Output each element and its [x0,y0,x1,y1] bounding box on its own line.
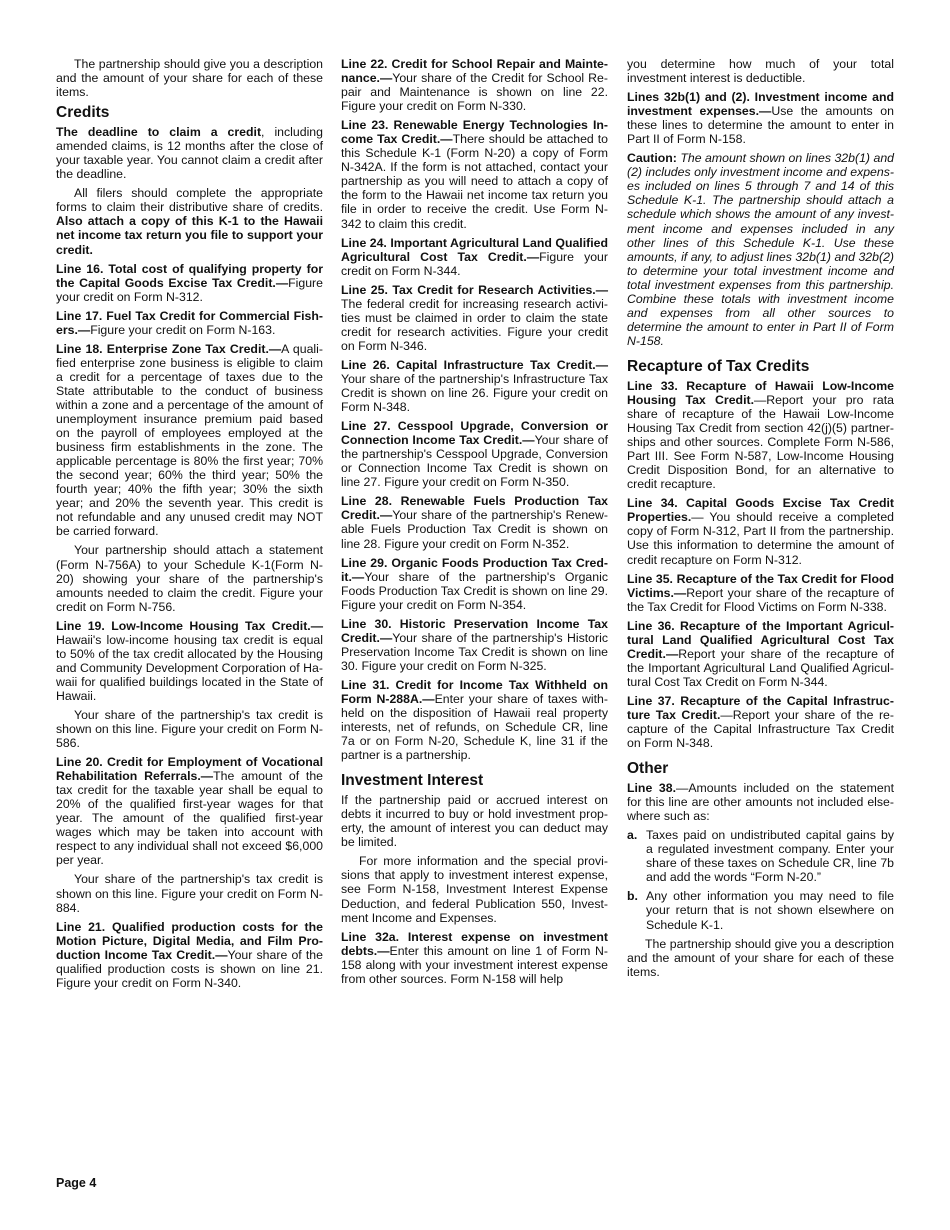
line-31-paragraph [341,678,608,762]
caution-label: Caution: [627,151,677,166]
column-1 [56,57,323,995]
line-29-title: Line 29. Organic Foods Production Tax Credit.— [341,555,608,584]
line-28-title: Line 28. Renewable Fuels Production Tax Credit.— [341,494,608,523]
line-21-paragraph [56,920,323,990]
column-2 [341,57,608,991]
investment-interest-heading: Investment Interest [341,772,484,790]
line-24-text: Figure your credit on Form N-344. [341,249,608,278]
line-33-title: Line 33. Recapture of Hawaii Low-Income Housing Tax Credit. [627,378,894,407]
recapture-heading: Recapture of Tax Credits [627,357,810,375]
line-33-paragraph [627,379,894,491]
line-32a-paragraph [341,930,608,986]
line-23-paragraph [341,118,608,230]
line-23-text: There should be attached to this Schedule K-1 (Form N-20) a copy of Form N-342A. If the form is not attached, contact your partnership as you will need to attach a copy of the form to the Hawaii net income tax return you file in order to receive the credit. Use Form N-342 to claim this credit. [341,132,608,231]
line-32b-title: Lines 32b(1) and (2). Investment income and investment expenses.— [627,90,894,119]
list-marker-b: b. [627,889,638,904]
caution-paragraph [627,151,894,348]
line-19-paragraph [56,619,323,703]
line-34-paragraph [627,496,894,566]
line-27-title: Line 27. Cesspool Upgrade, Conversion or Connection Income Tax Credit.— [341,419,608,448]
line-22-text: Your share of the Credit for School Repair and Maintenance is shown on line 22. Figure your credit on Form N-330. [341,71,608,114]
line-32a-title: Line 32a. Interest expense on investment debts.— [341,929,608,958]
line-27-text: Your share of the partnership's Cesspool Upgrade, Conversion or Connection Income Tax Credit is shown on line 27. Figure your credit on Form N-350. [341,433,608,490]
line-29-text: Your share of the partnership's Organic Foods Production Tax Credit is shown on line 29. Figure your credit on Form N-354. [341,569,608,612]
line-30-paragraph [341,617,608,673]
line-36-paragraph [627,619,894,689]
deadline-text: , including amended claims, is 12 months after the close of your taxable year. You cannot claim a credit after the deadline. [56,125,323,182]
page-number: Page 4 [56,1176,97,1190]
deadline-bold: The deadline to claim a credit [56,125,262,140]
line-17-title: Line 17. Fuel Tax Credit for Commercial Fishers.— [56,308,323,337]
list-item-b-text: Any other information you may need to file your return that is not shown elsewhere on Schedule K-1. [646,889,894,932]
list-item-a-text: Taxes paid on undistributed capital gains by a regulated investment company. Enter your share of these taxes on Schedule CR, line 7b and add the words “Form N-20.” [646,828,894,885]
list-item-b [627,889,894,931]
intro-paragraph: The partnership should give you a description and the amount of your share for each of these items. [56,57,323,100]
line-38-paragraph [627,781,894,823]
line-31-title: Line 31. Credit for Income Tax Withheld on Form N-288A.— [341,677,608,706]
all-filers-bold: Also attach a copy of this K-1 to the Hawaii net income tax return you file to support your credit. [56,214,323,257]
line-26-text: Your share of the partnership's Infrastructure Tax Credit is shown on line 26. Figure your credit on Form N-348. [341,371,608,415]
line-19-title: Line 19. Low-Income Housing Tax Credit.— [56,618,323,633]
credits-heading: Credits [56,104,110,122]
all-filers-paragraph [56,186,323,256]
line-38-title: Line 38. [627,781,677,796]
other-heading: Other [627,760,669,778]
line-24-paragraph [341,236,608,278]
line-35-text: Report your share of the recapture of the Tax Credit for Flood Victims on Form N-338. [627,585,894,614]
line-37-paragraph [627,694,894,750]
line-20-paragraph-2: Your share of the partnership's tax credit is shown on this line. Figure your credit on Form N-884. [56,872,323,915]
line-18-title: Line 18. Enterprise Zone Tax Credit.— [56,341,282,356]
line-29-paragraph [341,556,608,612]
closing-paragraph: The partnership should give you a description and the amount of your share for each of these items. [627,936,894,979]
line-35-paragraph [627,572,894,614]
line-33-text: —Report your pro rata share of recapture of the Hawaii Low-Income Housing Tax Credit from section 42(j)(5) partnerships and other sources. Complete Form N-586, Part III. See Form N-587, Low-Income Housing Credit Disposition Bond, for an alternative to credit recapture. [627,392,894,492]
line-37-text: —Report your share of the recapture of the Capital Infrastructure Tax Credit on Form N-348. [627,707,894,751]
line-18-paragraph-2: Your partnership should attach a statement (Form N-756A) to your Schedule K-1(Form N-20) showing your share of the partnership's amounts needed to claim the credit. Figure your credit on Form N-756. [56,543,323,614]
line-22-title: Line 22. Credit for School Repair and Maintenance.— [341,57,608,86]
line-28-paragraph [341,494,608,550]
column-3 [627,57,894,984]
line-28-text: Your share of the partnership's Renewable Fuels Production Tax Credit is shown on line 28. Figure your credit on Form N-352. [341,508,608,551]
line-32a-text: Enter this amount on line 1 of Form N-158 along with your investment interest expense from other sources. Form N-158 will help [341,943,608,986]
line-30-title: Line 30. Historic Preservation Income Tax Credit.— [341,616,608,645]
line-26-title: Line 26. Capital Infrastructure Tax Credit.— [341,357,608,372]
investment-paragraph-2: For more information and the special provisions that apply to investment interest expense, see Form N-158, Investment Interest Expense Deduction, and federal Publication 550, Investment Income and Expenses. [341,854,608,925]
line-16-text: Figure your credit on Form N-312. [56,275,323,304]
line-16-title: Line 16. Total cost of qualifying property for the Capital Goods Excise Tax Credit.— [56,261,323,290]
line-26-paragraph [341,358,608,414]
line-34-title: Line 34. Capital Goods Excise Tax Credit Properties. [627,496,894,525]
line-32b-text: Use the amounts on these lines to determine the amount to enter in Part II of Form N-158. [627,104,894,147]
list-item-a [627,828,894,884]
line-30-text: Your share of the partnership's Historic Preservation Income Tax Credit is shown on line 30. Figure your credit on Form N-325. [341,630,608,673]
line-36-title: Line 36. Recapture of the Important Agricultural Land Qualified Agricultural Cost Tax Credit.— [627,618,894,661]
line-24-title: Line 24. Important Agricultural Land Qualified Agricultural Cost Tax Credit.— [341,235,608,264]
line-19-text: Hawaii's low-income housing tax credit is equal to 50% of the tax credit allocated by the Housing and Community Development Corporation of Hawaii for qualified buildings located in the State of Hawaii. [56,632,323,703]
line-20-text: The amount of the tax credit for the taxable year shall be equal to 20% of the qualified first-year wages for that year. The amount of the qualified first-year wages which may be taken into account with respect to any individual shall not exceed $6,000 per year. [56,769,323,868]
line-20-title: Line 20. Credit for Employment of Vocational Rehabilitation Referrals.— [56,755,323,784]
line-23-title: Line 23. Renewable Energy Technologies Income Tax Credit.— [341,118,608,147]
line-17-text: Figure your credit on Form N-163. [90,322,276,337]
line-34-text: — You should receive a completed copy of Form N-312, Part II from the partnership. Use this information to determine the amount of credit recapture on Form N-312. [627,510,894,567]
investment-paragraph-1: If the partnership paid or accrued interest on debts it incurred to buy or hold investment property, the amount of interest you can deduct may be limited. [341,793,608,850]
line-16-paragraph [56,262,323,304]
line-18-paragraph [56,342,323,539]
line-35-title: Line 35. Recapture of the Tax Credit for Flood Victims.— [627,571,894,600]
line-27-paragraph [341,419,608,489]
line-32a-continuation: you determine how much of your total investment interest is deductible. [627,57,894,86]
line-38-text: —Amounts included on the statement for this line are other amounts not included elsewhere such as: [627,781,894,824]
line-21-title: Line 21. Qualified production costs for the Motion Picture, Digital Media, and Film Production Income Tax Credit.— [56,919,323,962]
deadline-paragraph [56,125,323,181]
caution-text: The amount shown on lines 32b(1) and (2) includes only investment income and expenses included on lines 5 through 7 and 14 of this Schedule K-1. The partnership should attach a schedule which shows the amount of any investment income and expenses included in any other lines of this Schedule K-1. Use these amounts, if any, to adjust lines 32b(1) and 32b(2) to determine your total investment income and total investment expenses from this partnership. Combine these totals with investment income and expenses from all other sources to determine the amount to enter in Part II of Form N-158. [627,151,895,348]
line-32b-paragraph [627,90,894,146]
line-37-title: Line 37. Recapture of the Capital Infrastructure Tax Credit. [627,693,894,722]
list-marker-a: a. [627,828,638,843]
line-20-paragraph [56,755,323,867]
line-31-text: Enter your share of taxes withheld on the disposition of Hawaii real property interests, net of refunds, on Schedule CR, line 7a or on Form N-20, Schedule K, line 31 if the partner is a partnership. [341,691,608,763]
line-19-paragraph-2: Your share of the partnership's tax credit is shown on this line. Figure your credit on Form N-586. [56,707,323,751]
line-17-paragraph [56,309,323,337]
line-21-text: Your share of the qualified production costs is shown on line 21. Figure your credit on Form N-340. [56,947,323,990]
all-filers-text: All filers should complete the appropriate forms to claim their distributive share of credits. [56,186,323,215]
line-25-paragraph [341,283,608,353]
line-25-text: The federal credit for increasing research activities must be claimed in order to claim the state credit for research activities. Figure your credit on Form N-346. [341,296,608,353]
line-22-paragraph [341,57,608,113]
line-18-text: A qualified enterprise zone business is eligible to claim a credit for a percentage of taxes due to the State attributable to the conduct of business within a zone and a percentage of the amount of unemployment insurance premium paid based on the payroll of employees employed at the business firm establishments in the zone. The applicable percentage is 80% the first year; 70% the second year; 60% the third year; 50% the fourth year; 40% the fifth year; 30% the sixth year; and 20% the seventh year. This credit is not refundable and any unused credit may NOT be carried forward. [56,341,324,539]
line-25-title: Line 25. Tax Credit for Research Activities.— [341,282,608,297]
line-36-text: Report your share of the recapture of the Important Agricultural Land Qualified Agricultural Cost Tax Credit on Form N-344. [627,646,894,689]
